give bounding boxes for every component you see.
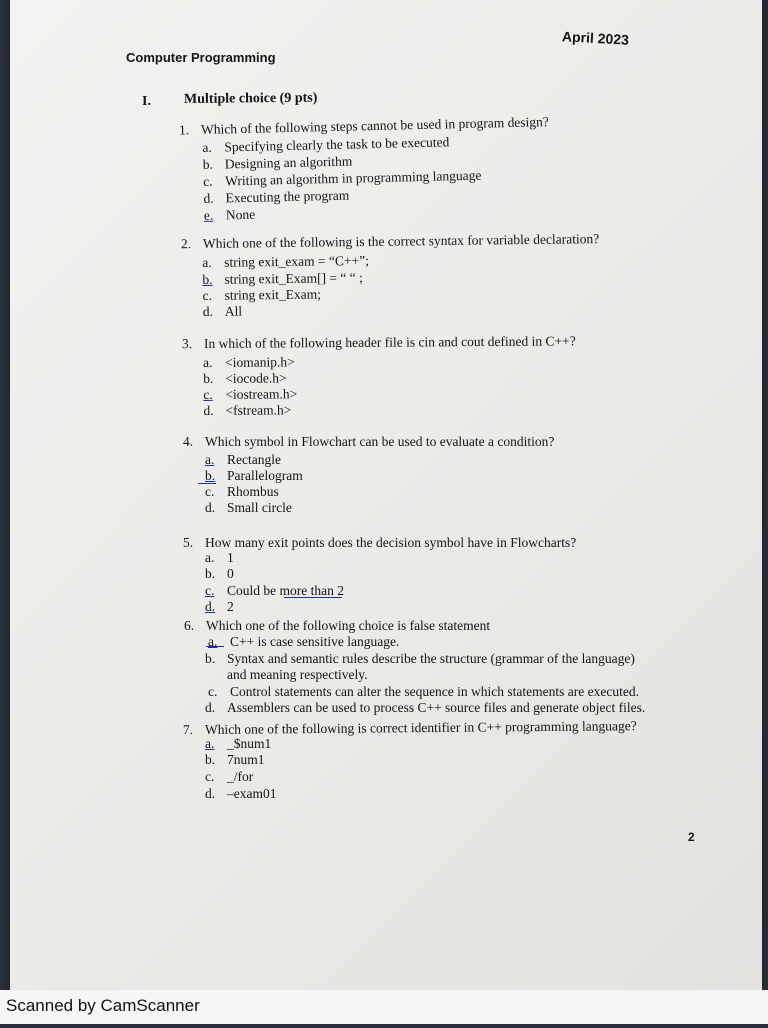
option-label: a. — [205, 736, 215, 751]
option-label: b. — [205, 752, 216, 767]
option-label: b. — [202, 271, 213, 287]
option-text: 1 — [227, 550, 234, 565]
option-label: c. — [203, 386, 213, 402]
page-number: 2 — [688, 830, 695, 844]
option-text: 0 — [227, 566, 234, 581]
option-text: Rhombus — [227, 484, 279, 499]
option-7c — [205, 769, 254, 785]
option-label: d. — [203, 402, 214, 418]
option-label: d. — [205, 599, 216, 614]
option-text: Executing the program — [225, 187, 350, 206]
option-label: b. — [205, 566, 216, 581]
option-text: Syntax and semantic rules describe the structure (grammar of the language) — [227, 651, 635, 666]
option-text: All — [224, 303, 243, 319]
option-text: <iomanip.h> — [225, 354, 295, 370]
section-title: Multiple choice (9 pts) — [183, 90, 318, 107]
option-label: e. — [203, 207, 214, 223]
option-label: a. — [202, 254, 212, 270]
option-text: string exit_exam = “C++”; — [224, 252, 369, 270]
question-number: 4. — [183, 434, 194, 449]
option-text: <iocode.h> — [225, 370, 287, 386]
option-text: _/for — [227, 769, 254, 784]
question-number: 6. — [184, 618, 195, 633]
option-label: b. — [205, 651, 216, 666]
question-number: 7. — [182, 722, 194, 738]
option-label: c. — [205, 583, 215, 598]
option-label: c. — [202, 173, 213, 189]
option-label: a. — [208, 634, 218, 649]
option-label: d. — [205, 700, 216, 715]
option-text: Small circle — [227, 500, 292, 515]
option-text: 7num1 — [227, 752, 265, 767]
option-label: a. — [202, 139, 212, 155]
option-label: d. — [205, 786, 216, 801]
option-7d — [205, 786, 277, 802]
question-text: Which of the following steps cannot be used in program design? — [200, 114, 549, 137]
option-label: b. — [205, 468, 216, 483]
question-number: 5. — [183, 535, 194, 550]
option-text: Designing an algorithm — [224, 153, 353, 172]
option-text: Specifying clearly the task to be executed — [224, 134, 450, 155]
question-text: Which one of the following choice is false statement — [206, 618, 491, 633]
option-label: c. — [208, 684, 218, 699]
question-text: Which one of the following is correct identifier in C++ programming language? — [204, 718, 637, 737]
option-text: C++ is case sensitive language. — [230, 634, 400, 649]
option-label: d. — [205, 500, 216, 515]
question-text: Which symbol in Flowchart can be used to evaluate a condition? — [205, 434, 555, 449]
option-text: string exit_Exam; — [224, 286, 322, 303]
section-number: I. — [142, 94, 151, 109]
course-title: Computer Programming — [126, 50, 276, 65]
question-text: In which of the following header file is cin and cout defined in C++? — [203, 333, 576, 351]
option-text: None — [225, 206, 256, 223]
option-label: a. — [205, 550, 215, 565]
option-label: d. — [203, 190, 214, 206]
option-text: Rectangle — [227, 452, 281, 467]
option-label: b. — [202, 156, 214, 172]
option-label: d. — [202, 303, 214, 319]
question-7 — [182, 718, 637, 738]
option-7a — [205, 736, 272, 752]
question-number: 1. — [178, 122, 190, 138]
option-7b — [205, 752, 265, 768]
option-text: Parallelogram — [227, 468, 303, 483]
scanner-watermark: Scanned by CamScanner — [6, 996, 200, 1015]
option-label: b. — [203, 370, 214, 386]
exam-date: April 2023 — [561, 28, 630, 48]
question-text: Which one of the following is the correct syntax for variable declaration? — [202, 231, 600, 251]
option-text: and meaning respectively. — [227, 667, 368, 682]
question-number: 2. — [180, 236, 192, 252]
option-text: 2 — [227, 599, 234, 614]
option-text: –exam01 — [227, 786, 277, 801]
option-text: Could be more than 2 — [227, 583, 344, 598]
option-text: Assemblers can be used to process C++ source files and generate object files. — [227, 700, 646, 715]
option-text: Writing an algorithm in programming language — [224, 167, 482, 189]
option-text: <fstream.h> — [225, 402, 292, 418]
option-label: c. — [205, 484, 215, 499]
option-text: <iostream.h> — [225, 386, 298, 402]
option-label: a. — [205, 452, 215, 467]
option-label: a. — [203, 354, 213, 370]
question-text: How many exit points does the decision symbol have in Flowcharts? — [205, 535, 577, 550]
option-text: _$num1 — [227, 736, 272, 751]
option-text: Control statements can alter the sequence in which statements are executed. — [230, 684, 639, 699]
option-text: string exit_Exam[] = “ “ ; — [224, 270, 363, 287]
question-number: 3. — [181, 336, 193, 352]
option-label: c. — [205, 769, 215, 784]
option-label: c. — [202, 287, 213, 303]
